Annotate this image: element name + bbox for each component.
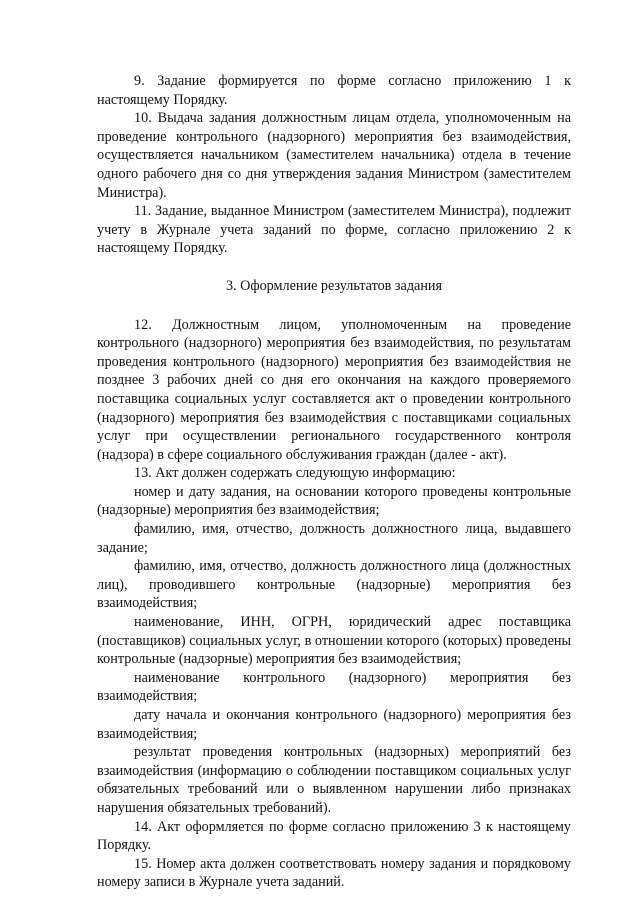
document-body	[97, 72, 571, 892]
section-heading: 3. Оформление результатов задания	[225, 277, 443, 294]
list-item-provider-details: наименование, ИНН, ОГРН, юридический адрес поставщика (поставщиков) социальных услуг, в отношении которого (которых) проведены контрольные (надзорные) мероприятия без взаимодействия;	[97, 614, 571, 668]
paragraph-9: 9. Задание формируется по форме согласно приложению 1 к настоящему Порядку.	[97, 73, 571, 108]
paragraph-14: 14. Акт оформляется по форме согласно приложению 3 к настоящему Порядку.	[97, 818, 571, 854]
paragraph-13: 13. Акт должен содержать следующую информацию:	[134, 465, 456, 482]
paragraph-15: 15. Номер акта должен соответствовать номеру задания и порядковому номеру записи в Журнале учета заданий.	[97, 855, 571, 891]
paragraph-11: 11. Задание, выданное Министром (заместителем Министра), подлежит учету в Журнале учета заданий по форме, согласно приложению 2 к настоящему Порядку.	[97, 203, 571, 257]
list-item-event-name: наименование контрольного (надзорного) мероприятия без взаимодействия;	[97, 669, 571, 705]
list-item-task-number: номер и дату задания, на основании которого проведены контрольные (надзорные) мероприятия без взаимодействия;	[97, 483, 571, 519]
paragraph-10: 10. Выдача задания должностным лицам отдела, уполномоченным на проведение контрольного (надзорного) мероприятия без взаимодействия, осуществляется начальником (заместителем начальника) отдела в течение одного рабочего дня со дня утверждения задания Министром (заместителем Министра).	[97, 110, 571, 201]
paragraph-12: 12. Должностным лицом, уполномоченным на проведение контрольного (надзорного) мероприятия без взаимодействия, по результатам проведения контрольного (надзорного) мероприятия без взаимодействия не позднее 3 рабочих дней со дня его окончания на каждого проверяемого поставщика социальных услуг составляется акт о проведении контрольного (надзорного) мероприятия без взаимодействия с поставщиками социальных услуг при осуществлении регионального государственного контроля (надзора) в сфере социального обслуживания граждан (далее - акт).	[97, 316, 571, 463]
list-item-event-result: результат проведения контрольных (надзорных) мероприятий без взаимодействия (информацию о соблюдении поставщиком социальных услуг обязательных требований или о выявленном нарушении либо признаках нарушения обязательных требований).	[97, 744, 571, 816]
list-item-executor-name: фамилию, имя, отчество, должность должностного лица (должностных лиц), проводившего контрольные (надзорные) мероприятия без взаимодействия;	[97, 558, 571, 612]
list-item-issuer-name: фамилию, имя, отчество, должность должностного лица, выдавшего задание;	[97, 521, 571, 556]
list-item-event-dates: дату начала и окончания контрольного (надзорного) мероприятия без взаимодействия;	[97, 707, 571, 742]
